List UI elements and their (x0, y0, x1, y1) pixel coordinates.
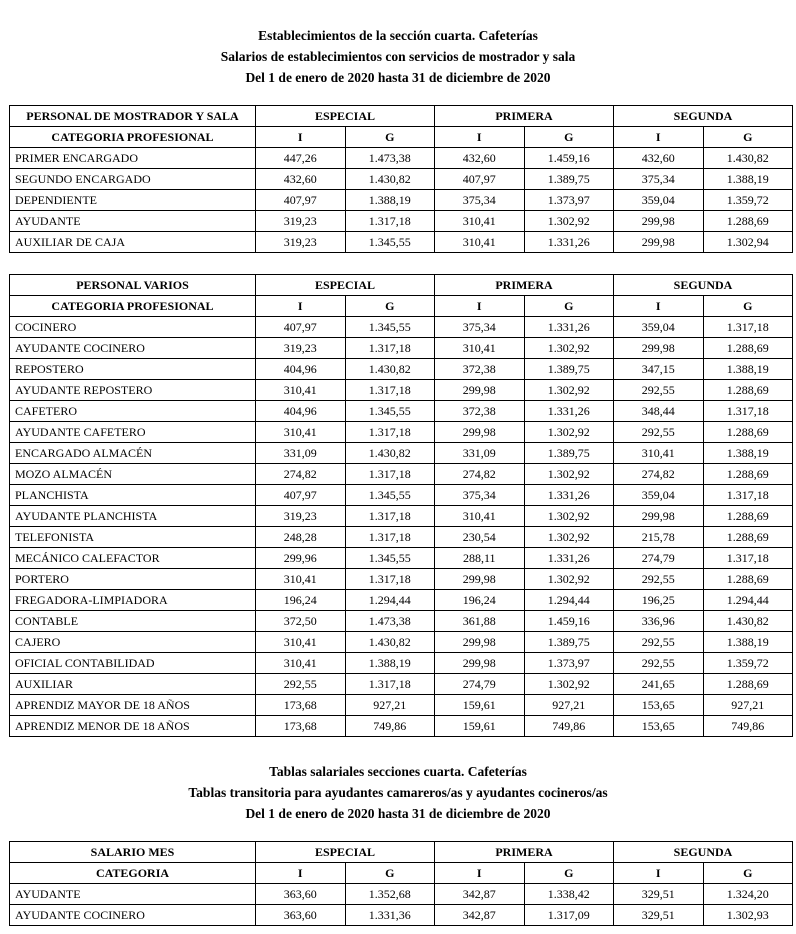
table-row (10, 884, 793, 905)
salary-cell: 1.288,69 (703, 464, 793, 485)
column-header: G (524, 127, 614, 148)
salary-cell: 1.302,93 (703, 905, 793, 926)
category-cell: AUXILIAR (10, 674, 256, 695)
salary-cell: 292,55 (614, 632, 704, 653)
table-row (10, 443, 793, 464)
salary-cell: 1.317,18 (345, 674, 435, 695)
salary-table-transitoria (9, 841, 793, 926)
category-cell: CAJERO (10, 632, 256, 653)
salary-cell: 342,87 (435, 905, 525, 926)
salary-cell: 1.317,18 (345, 422, 435, 443)
salary-cell: 1.389,75 (524, 169, 614, 190)
salary-cell: 1.430,82 (345, 169, 435, 190)
salary-table-personal-varios (9, 274, 793, 737)
category-cell: CONTABLE (10, 611, 256, 632)
table-row (10, 464, 793, 485)
salary-cell: 1.302,92 (524, 338, 614, 359)
column-header: G (524, 296, 614, 317)
salary-cell: 292,55 (256, 674, 346, 695)
salary-cell: 274,82 (435, 464, 525, 485)
salary-cell: 372,38 (435, 401, 525, 422)
salary-cell: 299,98 (435, 569, 525, 590)
salary-cell: 274,79 (435, 674, 525, 695)
table-row (10, 148, 793, 169)
category-cell: AYUDANTE (10, 211, 256, 232)
salary-cell: 407,97 (435, 169, 525, 190)
salary-cell: 1.317,18 (345, 527, 435, 548)
table-row (10, 211, 793, 232)
level-header: ESPECIAL (256, 842, 435, 863)
table-row (10, 569, 793, 590)
table-header-row-levels (10, 275, 793, 296)
column-header: G (524, 863, 614, 884)
level-header: PRIMERA (435, 842, 614, 863)
table-row (10, 169, 793, 190)
salary-cell: 292,55 (614, 569, 704, 590)
salary-cell: 1.430,82 (703, 148, 793, 169)
section2-title-block (0, 761, 796, 824)
level-header: ESPECIAL (256, 106, 435, 127)
column-header: I (614, 296, 704, 317)
salary-cell: 1.331,26 (524, 401, 614, 422)
salary-cell: 1.388,19 (703, 632, 793, 653)
salary-cell: 363,60 (256, 905, 346, 926)
salary-cell: 319,23 (256, 211, 346, 232)
salary-cell: 375,34 (435, 317, 525, 338)
table-row (10, 338, 793, 359)
table-row (10, 380, 793, 401)
section1-subtitle: Salarios de establecimientos con servicios de mostrador y sala (220, 49, 576, 64)
category-cell: TELEFONISTA (10, 527, 256, 548)
salary-cell: 288,11 (435, 548, 525, 569)
salary-cell: 1.302,92 (524, 211, 614, 232)
category-cell: MOZO ALMACÉN (10, 464, 256, 485)
salary-cell: 1.288,69 (703, 569, 793, 590)
salary-cell: 447,26 (256, 148, 346, 169)
salary-cell: 1.331,36 (345, 905, 435, 926)
category-cell: COCINERO (10, 317, 256, 338)
salary-cell: 1.294,44 (524, 590, 614, 611)
salary-cell: 292,55 (614, 422, 704, 443)
salary-cell: 432,60 (256, 169, 346, 190)
salary-cell: 1.302,92 (524, 422, 614, 443)
salary-cell: 1.317,18 (345, 464, 435, 485)
salary-cell: 299,98 (435, 422, 525, 443)
salary-cell: 1.302,92 (524, 380, 614, 401)
salary-cell: 1.317,18 (345, 380, 435, 401)
salary-cell: 1.430,82 (345, 359, 435, 380)
salary-cell: 375,34 (435, 190, 525, 211)
level-header: PRIMERA (435, 106, 614, 127)
salary-cell: 299,98 (614, 232, 704, 253)
salary-cell: 1.302,92 (524, 527, 614, 548)
salary-cell: 1.288,69 (703, 338, 793, 359)
salary-cell: 196,25 (614, 590, 704, 611)
salary-cell: 299,98 (435, 380, 525, 401)
salary-cell: 1.345,55 (345, 401, 435, 422)
salary-cell: 1.317,18 (345, 506, 435, 527)
salary-cell: 359,04 (614, 190, 704, 211)
salary-cell: 1.388,19 (703, 169, 793, 190)
salary-table-mostrador-sala (9, 105, 793, 253)
category-cell: AYUDANTE COCINERO (10, 905, 256, 926)
column-header: I (614, 863, 704, 884)
salary-cell: 1.459,16 (524, 611, 614, 632)
salary-cell: 310,41 (435, 211, 525, 232)
salary-cell: 1.388,19 (703, 359, 793, 380)
salary-cell: 361,88 (435, 611, 525, 632)
level-header: SEGUNDA (614, 275, 793, 296)
table-row (10, 695, 793, 716)
category-cell: FREGADORA-LIMPIADORA (10, 590, 256, 611)
salary-cell: 310,41 (256, 653, 346, 674)
salary-cell: 319,23 (256, 232, 346, 253)
table-row (10, 590, 793, 611)
section1-title: Establecimientos de la sección cuarta. Cafeterías (258, 28, 538, 43)
salary-cell: 1.345,55 (345, 548, 435, 569)
salary-cell: 319,23 (256, 338, 346, 359)
table-row (10, 674, 793, 695)
salary-cell: 331,09 (256, 443, 346, 464)
column-header: G (703, 863, 793, 884)
category-cell: ENCARGADO ALMACÉN (10, 443, 256, 464)
table-row (10, 548, 793, 569)
salary-cell: 359,04 (614, 317, 704, 338)
salary-cell: 1.288,69 (703, 527, 793, 548)
table-row (10, 611, 793, 632)
category-cell: MECÁNICO CALEFACTOR (10, 548, 256, 569)
salary-cell: 1.345,55 (345, 232, 435, 253)
column-header: G (703, 127, 793, 148)
salary-cell: 407,97 (256, 317, 346, 338)
salary-cell: 1.345,55 (345, 485, 435, 506)
salary-cell: 1.331,26 (524, 317, 614, 338)
salary-cell: 359,04 (614, 485, 704, 506)
salary-cell: 310,41 (256, 380, 346, 401)
column-header: I (256, 127, 346, 148)
table-header-row-columns (10, 863, 793, 884)
salary-cell: 196,24 (435, 590, 525, 611)
column-header: I (256, 863, 346, 884)
table-row (10, 527, 793, 548)
category-cell: APRENDIZ MAYOR DE 18 AÑOS (10, 695, 256, 716)
column-header: I (256, 296, 346, 317)
salary-cell: 1.317,18 (703, 548, 793, 569)
column-header: I (614, 127, 704, 148)
salary-cell: 1.317,18 (703, 401, 793, 422)
salary-cell: 1.288,69 (703, 422, 793, 443)
column-header: G (345, 863, 435, 884)
section1-title-block (0, 25, 796, 88)
salary-cell: 274,82 (614, 464, 704, 485)
group-header: PERSONAL DE MOSTRADOR Y SALA (10, 106, 256, 127)
salary-cell: 372,38 (435, 359, 525, 380)
salary-cell: 927,21 (345, 695, 435, 716)
salary-cell: 319,23 (256, 506, 346, 527)
salary-cell: 1.302,92 (524, 506, 614, 527)
salary-cell: 153,65 (614, 695, 704, 716)
salary-cell: 1.373,97 (524, 190, 614, 211)
salary-cell: 1.324,20 (703, 884, 793, 905)
table-header-row-levels (10, 106, 793, 127)
salary-cell: 310,41 (435, 338, 525, 359)
salary-cell: 1.373,97 (524, 653, 614, 674)
salary-cell: 1.430,82 (703, 611, 793, 632)
salary-cell: 153,65 (614, 716, 704, 737)
table-row (10, 485, 793, 506)
salary-cell: 1.317,18 (345, 211, 435, 232)
category-cell: REPOSTERO (10, 359, 256, 380)
salary-cell: 749,86 (703, 716, 793, 737)
salary-cell: 927,21 (524, 695, 614, 716)
table-header-row-columns (10, 296, 793, 317)
salary-cell: 749,86 (524, 716, 614, 737)
salary-cell: 1.430,82 (345, 632, 435, 653)
salary-cell: 215,78 (614, 527, 704, 548)
column-header: I (435, 863, 525, 884)
table-header-row-columns (10, 127, 793, 148)
salary-cell: 342,87 (435, 884, 525, 905)
salary-cell: 331,09 (435, 443, 525, 464)
salary-cell: 310,41 (614, 443, 704, 464)
salary-cell: 432,60 (614, 148, 704, 169)
table-row (10, 905, 793, 926)
salary-cell: 310,41 (435, 232, 525, 253)
table-row (10, 716, 793, 737)
salary-cell: 299,98 (614, 338, 704, 359)
salary-cell: 1.430,82 (345, 443, 435, 464)
category-cell: DEPENDIENTE (10, 190, 256, 211)
salary-cell: 1.388,19 (345, 190, 435, 211)
salary-cell: 1.294,44 (345, 590, 435, 611)
salary-cell: 1.302,92 (524, 674, 614, 695)
category-cell: APRENDIZ MENOR DE 18 AÑOS (10, 716, 256, 737)
category-cell: PORTERO (10, 569, 256, 590)
salary-cell: 196,24 (256, 590, 346, 611)
salary-cell: 1.359,72 (703, 190, 793, 211)
salary-cell: 299,98 (614, 506, 704, 527)
group-header: SALARIO MES (10, 842, 256, 863)
salary-cell: 299,98 (435, 632, 525, 653)
salary-cell: 1.288,69 (703, 674, 793, 695)
salary-cell: 1.473,38 (345, 148, 435, 169)
category-header: CATEGORIA (10, 863, 256, 884)
salary-cell: 1.389,75 (524, 632, 614, 653)
salary-cell: 336,96 (614, 611, 704, 632)
column-header: I (435, 296, 525, 317)
salary-cell: 248,28 (256, 527, 346, 548)
category-cell: PRIMER ENCARGADO (10, 148, 256, 169)
salary-cell: 329,51 (614, 884, 704, 905)
category-cell: AYUDANTE (10, 884, 256, 905)
table-row (10, 422, 793, 443)
salary-cell: 749,86 (345, 716, 435, 737)
salary-cell: 299,98 (435, 653, 525, 674)
salary-cell: 230,54 (435, 527, 525, 548)
salary-cell: 347,15 (614, 359, 704, 380)
level-header: SEGUNDA (614, 842, 793, 863)
salary-cell: 310,41 (435, 506, 525, 527)
salary-cell: 404,96 (256, 401, 346, 422)
salary-cell: 1.338,42 (524, 884, 614, 905)
table-row (10, 632, 793, 653)
category-cell: CAFETERO (10, 401, 256, 422)
salary-cell: 927,21 (703, 695, 793, 716)
column-header: I (435, 127, 525, 148)
salary-cell: 1.288,69 (703, 380, 793, 401)
category-cell: OFICIAL CONTABILIDAD (10, 653, 256, 674)
group-header: PERSONAL VARIOS (10, 275, 256, 296)
table-row (10, 317, 793, 338)
salary-cell: 1.317,18 (345, 569, 435, 590)
salary-cell: 1.288,69 (703, 506, 793, 527)
section2-subtitle: Tablas transitoria para ayudantes camareros/as y ayudantes cocineros/as (188, 785, 608, 800)
salary-cell: 292,55 (614, 653, 704, 674)
level-header: PRIMERA (435, 275, 614, 296)
salary-cell: 1.317,18 (703, 317, 793, 338)
salary-cell: 1.388,19 (345, 653, 435, 674)
salary-cell: 1.359,72 (703, 653, 793, 674)
category-header: CATEGORIA PROFESIONAL (10, 127, 256, 148)
salary-cell: 1.331,26 (524, 485, 614, 506)
salary-cell: 1.302,92 (524, 464, 614, 485)
salary-cell: 1.473,38 (345, 611, 435, 632)
salary-cell: 241,65 (614, 674, 704, 695)
section2-title: Tablas salariales secciones cuarta. Cafeterías (269, 764, 527, 779)
salary-cell: 375,34 (614, 169, 704, 190)
column-header: G (345, 127, 435, 148)
salary-cell: 1.294,44 (703, 590, 793, 611)
category-header: CATEGORIA PROFESIONAL (10, 296, 256, 317)
salary-cell: 1.388,19 (703, 443, 793, 464)
salary-cell: 299,96 (256, 548, 346, 569)
category-cell: PLANCHISTA (10, 485, 256, 506)
salary-cell: 173,68 (256, 716, 346, 737)
level-header: SEGUNDA (614, 106, 793, 127)
section1-date-range: Del 1 de enero de 2020 hasta 31 de diciembre de 2020 (245, 70, 551, 85)
salary-cell: 1.331,26 (524, 548, 614, 569)
salary-cell: 299,98 (614, 211, 704, 232)
table-row (10, 401, 793, 422)
column-header: G (345, 296, 435, 317)
category-cell: AYUDANTE PLANCHISTA (10, 506, 256, 527)
table-row (10, 190, 793, 211)
salary-cell: 310,41 (256, 632, 346, 653)
salary-cell: 1.302,92 (524, 569, 614, 590)
table-row (10, 506, 793, 527)
category-cell: AYUDANTE CAFETERO (10, 422, 256, 443)
salary-cell: 159,61 (435, 695, 525, 716)
salary-cell: 407,97 (256, 485, 346, 506)
salary-cell: 159,61 (435, 716, 525, 737)
salary-cell: 1.302,94 (703, 232, 793, 253)
salary-cell: 1.352,68 (345, 884, 435, 905)
salary-cell: 404,96 (256, 359, 346, 380)
salary-cell: 1.288,69 (703, 211, 793, 232)
level-header: ESPECIAL (256, 275, 435, 296)
salary-cell: 329,51 (614, 905, 704, 926)
salary-cell: 274,82 (256, 464, 346, 485)
category-cell: AUXILIAR DE CAJA (10, 232, 256, 253)
salary-cell: 375,34 (435, 485, 525, 506)
table-row (10, 359, 793, 380)
salary-cell: 1.389,75 (524, 443, 614, 464)
salary-cell: 1.317,09 (524, 905, 614, 926)
salary-cell: 310,41 (256, 422, 346, 443)
salary-cell: 292,55 (614, 380, 704, 401)
salary-cell: 1.331,26 (524, 232, 614, 253)
table-row (10, 653, 793, 674)
column-header: G (703, 296, 793, 317)
table-row (10, 232, 793, 253)
salary-cell: 274,79 (614, 548, 704, 569)
salary-cell: 348,44 (614, 401, 704, 422)
salary-cell: 173,68 (256, 695, 346, 716)
category-cell: AYUDANTE COCINERO (10, 338, 256, 359)
category-cell: SEGUNDO ENCARGADO (10, 169, 256, 190)
salary-cell: 1.459,16 (524, 148, 614, 169)
table-header-row-levels (10, 842, 793, 863)
salary-cell: 407,97 (256, 190, 346, 211)
section2-date-range: Del 1 de enero de 2020 hasta 31 de diciembre de 2020 (245, 806, 551, 821)
category-cell: AYUDANTE REPOSTERO (10, 380, 256, 401)
salary-cell: 1.345,55 (345, 317, 435, 338)
salary-cell: 1.389,75 (524, 359, 614, 380)
salary-cell: 363,60 (256, 884, 346, 905)
salary-cell: 310,41 (256, 569, 346, 590)
salary-cell: 1.317,18 (345, 338, 435, 359)
salary-cell: 1.317,18 (703, 485, 793, 506)
salary-cell: 372,50 (256, 611, 346, 632)
salary-cell: 432,60 (435, 148, 525, 169)
